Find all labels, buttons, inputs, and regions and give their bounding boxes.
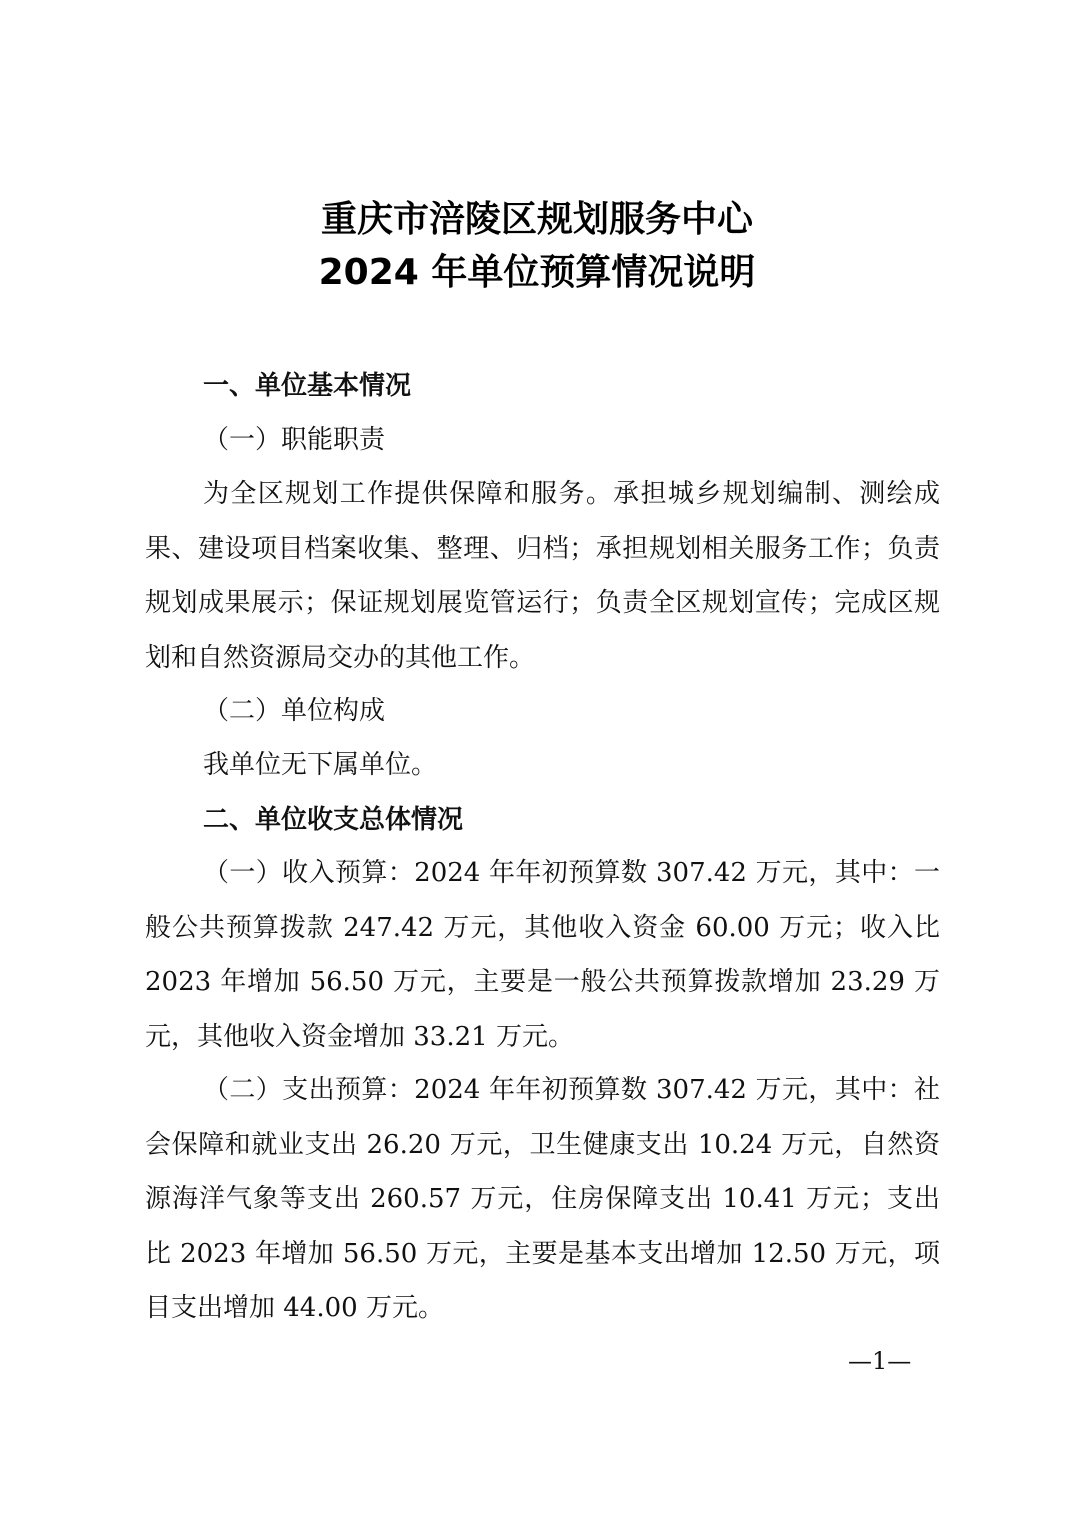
section1-heading: 一、单位基本情况: [203, 371, 412, 401]
section1-sub2-paragraph: 我单位无下属单位。: [203, 750, 438, 780]
income-budget-lead: （一）收入预算：: [203, 858, 415, 888]
section1-sub1-paragraph: 为全区规划工作提供保障和服务。承担城乡规划编制、测绘成果、建设项目档案收集、整理、归档；承担规划相关服务工作；负责规划成果展示；保证规划展览管运行；负责全区规划宣传；完成区规划和自然资源局交办的其他工作。: [145, 479, 940, 673]
document-title-line1: 重庆市涪陵区规划服务中心: [320, 199, 753, 240]
income-budget-text: 2024 年年初预算数 307.42 万元，其中：一般公共预算拨款 247.42 万元，其他收入资金 60.00 万元；收入比 2023 年增加 56.50 万元，主要是一般公共预算拨款增加 23.29 万元，其他收入资金增加 33.21 万元。: [145, 858, 940, 1052]
expense-budget-lead: （二）支出预算：: [203, 1075, 415, 1105]
document-title-line2: 2024 年单位预算情况说明: [318, 252, 756, 293]
expense-budget-text: 2024 年年初预算数 307.42 万元，其中：社会保障和就业支出 26.20 万元，卫生健康支出 10.24 万元，自然资源海洋气象等支出 260.57 万元，住房保障支出 10.41 万元；支出比 2023 年增加 56.50 万元，主要是基本支出增加 12.50 万元，项目支出增加 44.00 万元。: [145, 1075, 940, 1323]
page-number: —1—: [848, 1347, 912, 1375]
section1-sub2-heading: （二）单位构成: [203, 696, 386, 726]
expense-budget-paragraph: [145, 1063, 940, 1336]
section2-heading: 二、单位收支总体情况: [203, 805, 464, 835]
section1-sub1-heading: （一）职能职责: [203, 425, 386, 455]
income-budget-paragraph: [145, 846, 940, 1064]
